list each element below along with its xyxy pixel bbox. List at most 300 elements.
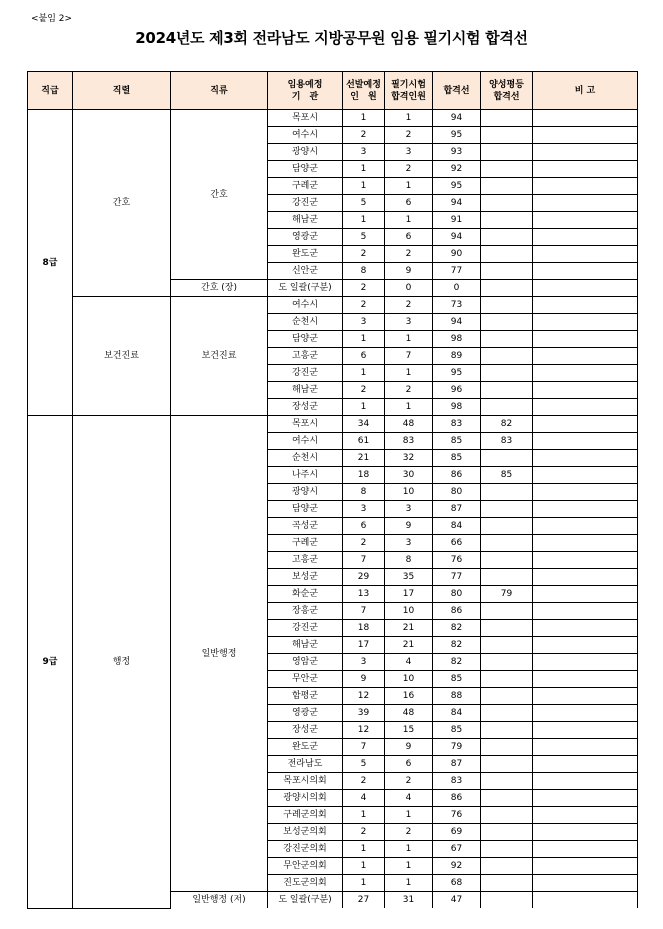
passers-count-cell: 2	[385, 824, 433, 841]
equality-cutoff-cell	[481, 450, 533, 467]
selected-count-cell: 1	[343, 178, 385, 195]
remarks-cell	[533, 501, 638, 518]
equality-cutoff-cell	[481, 246, 533, 263]
remarks-cell	[533, 127, 638, 144]
equality-cutoff-cell	[481, 348, 533, 365]
remarks-cell	[533, 807, 638, 824]
header-passers-line1: 필기시험	[391, 79, 426, 90]
passers-count-cell: 31	[385, 892, 433, 909]
cutoff-score-cell: 91	[433, 212, 481, 229]
passers-count-cell: 1	[385, 841, 433, 858]
series-admin-cell: 행정	[73, 416, 171, 909]
passers-count-cell: 35	[385, 569, 433, 586]
passers-count-cell: 0	[385, 280, 433, 297]
equality-cutoff-cell	[481, 807, 533, 824]
equality-cutoff-cell	[481, 841, 533, 858]
passers-count-cell: 1	[385, 212, 433, 229]
remarks-cell	[533, 110, 638, 127]
agency-cell: 완도군	[268, 739, 343, 756]
attachment-label: <붙임 2>	[31, 14, 73, 24]
passers-count-cell: 2	[385, 127, 433, 144]
agency-cell: 광양시	[268, 144, 343, 161]
agency-cell: 보성군	[268, 569, 343, 586]
header-agency-line2: 기 관	[291, 91, 319, 102]
cutoff-score-cell: 77	[433, 569, 481, 586]
selected-count-cell: 34	[343, 416, 385, 433]
cutoff-score-cell: 69	[433, 824, 481, 841]
remarks-cell	[533, 824, 638, 841]
remarks-cell	[533, 297, 638, 314]
remarks-cell	[533, 280, 638, 297]
equality-cutoff-cell	[481, 501, 533, 518]
passers-count-cell: 16	[385, 688, 433, 705]
agency-cell: 구례군	[268, 178, 343, 195]
remarks-cell	[533, 892, 638, 909]
table-row	[28, 297, 638, 314]
agency-cell: 담양군	[268, 501, 343, 518]
agency-cell: 광양시의회	[268, 790, 343, 807]
passers-count-cell: 15	[385, 722, 433, 739]
passers-count-cell: 2	[385, 382, 433, 399]
equality-cutoff-cell	[481, 297, 533, 314]
remarks-cell	[533, 620, 638, 637]
equality-cutoff-cell	[481, 535, 533, 552]
passers-count-cell: 4	[385, 654, 433, 671]
equality-cutoff-cell	[481, 382, 533, 399]
equality-cutoff-cell	[481, 552, 533, 569]
selected-count-cell: 9	[343, 671, 385, 688]
passers-count-cell: 9	[385, 263, 433, 280]
passers-count-cell: 6	[385, 229, 433, 246]
agency-cell: 강진군	[268, 620, 343, 637]
cutoff-table	[27, 71, 638, 909]
remarks-cell	[533, 382, 638, 399]
selected-count-cell: 1	[343, 110, 385, 127]
equality-cutoff-cell	[481, 705, 533, 722]
series-nursing-cell: 간호	[73, 110, 171, 297]
table-row	[28, 416, 638, 433]
equality-cutoff-cell	[481, 195, 533, 212]
cutoff-score-cell: 89	[433, 348, 481, 365]
table-row	[28, 110, 638, 127]
cutoff-score-cell: 82	[433, 654, 481, 671]
passers-count-cell: 7	[385, 348, 433, 365]
cutoff-score-cell: 85	[433, 433, 481, 450]
remarks-cell	[533, 722, 638, 739]
cutoff-score-cell: 95	[433, 178, 481, 195]
selected-count-cell: 12	[343, 722, 385, 739]
selected-count-cell: 1	[343, 161, 385, 178]
agency-cell: 장성군	[268, 722, 343, 739]
equality-cutoff-cell	[481, 654, 533, 671]
selected-count-cell: 8	[343, 263, 385, 280]
header-passers	[385, 72, 433, 110]
cutoff-score-cell: 83	[433, 416, 481, 433]
remarks-cell	[533, 450, 638, 467]
equality-cutoff-cell: 79	[481, 586, 533, 603]
header-remarks: 비 고	[533, 72, 638, 110]
remarks-cell	[533, 331, 638, 348]
selected-count-cell: 2	[343, 297, 385, 314]
cutoff-score-cell: 73	[433, 297, 481, 314]
cutoff-score-cell: 92	[433, 858, 481, 875]
agency-cell: 화순군	[268, 586, 343, 603]
header-passers-line2: 합격인원	[391, 91, 426, 102]
selected-count-cell: 2	[343, 535, 385, 552]
equality-cutoff-cell	[481, 229, 533, 246]
selected-count-cell: 29	[343, 569, 385, 586]
agency-cell: 여수시	[268, 127, 343, 144]
equality-cutoff-cell	[481, 110, 533, 127]
equality-cutoff-cell	[481, 756, 533, 773]
passers-count-cell: 48	[385, 705, 433, 722]
agency-cell: 여수시	[268, 297, 343, 314]
passers-count-cell: 2	[385, 246, 433, 263]
agency-cell: 나주시	[268, 467, 343, 484]
equality-cutoff-cell	[481, 603, 533, 620]
remarks-cell	[533, 314, 638, 331]
agency-cell: 신안군	[268, 263, 343, 280]
equality-cutoff-cell	[481, 790, 533, 807]
agency-cell: 도 일괄(구분)	[268, 892, 343, 909]
agency-cell: 고흥군	[268, 552, 343, 569]
equality-cutoff-cell	[481, 518, 533, 535]
equality-cutoff-cell	[481, 875, 533, 892]
cutoff-score-cell: 87	[433, 756, 481, 773]
selected-count-cell: 61	[343, 433, 385, 450]
equality-cutoff-cell	[481, 739, 533, 756]
selected-count-cell: 1	[343, 807, 385, 824]
header-level: 직급	[28, 72, 73, 110]
cutoff-score-cell: 86	[433, 603, 481, 620]
remarks-cell	[533, 739, 638, 756]
agency-cell: 장성군	[268, 399, 343, 416]
remarks-cell	[533, 552, 638, 569]
cutoff-score-cell: 67	[433, 841, 481, 858]
selected-count-cell: 2	[343, 246, 385, 263]
cutoff-score-cell: 94	[433, 229, 481, 246]
cutoff-score-cell: 68	[433, 875, 481, 892]
selected-count-cell: 3	[343, 314, 385, 331]
agency-cell: 강진군의회	[268, 841, 343, 858]
passers-count-cell: 21	[385, 620, 433, 637]
passers-count-cell: 1	[385, 110, 433, 127]
equality-cutoff-cell	[481, 773, 533, 790]
agency-cell: 곡성군	[268, 518, 343, 535]
header-equality-line1: 양성평등	[489, 79, 524, 90]
selected-count-cell: 2	[343, 382, 385, 399]
passers-count-cell: 1	[385, 875, 433, 892]
remarks-cell	[533, 229, 638, 246]
cutoff-score-cell: 76	[433, 807, 481, 824]
remarks-cell	[533, 569, 638, 586]
remarks-cell	[533, 773, 638, 790]
selected-count-cell: 2	[343, 773, 385, 790]
remarks-cell	[533, 416, 638, 433]
cutoff-score-cell: 77	[433, 263, 481, 280]
agency-cell: 영광군	[268, 705, 343, 722]
agency-cell: 전라남도	[268, 756, 343, 773]
equality-cutoff-cell	[481, 722, 533, 739]
remarks-cell	[533, 858, 638, 875]
passers-count-cell: 9	[385, 518, 433, 535]
cutoff-score-cell: 94	[433, 110, 481, 127]
passers-count-cell: 83	[385, 433, 433, 450]
header-selected-line2: 인 원	[350, 91, 377, 102]
cutoff-score-cell: 88	[433, 688, 481, 705]
cutoff-score-cell: 76	[433, 552, 481, 569]
cutoff-score-cell: 95	[433, 365, 481, 382]
remarks-cell	[533, 586, 638, 603]
cutoff-score-cell: 82	[433, 637, 481, 654]
header-equality	[481, 72, 533, 110]
header-agency	[268, 72, 343, 110]
passers-count-cell: 1	[385, 178, 433, 195]
remarks-cell	[533, 654, 638, 671]
agency-cell: 목포시	[268, 110, 343, 127]
equality-cutoff-cell: 85	[481, 467, 533, 484]
selected-count-cell: 39	[343, 705, 385, 722]
agency-cell: 담양군	[268, 331, 343, 348]
passers-count-cell: 1	[385, 399, 433, 416]
selected-count-cell: 2	[343, 280, 385, 297]
cutoff-score-cell: 90	[433, 246, 481, 263]
cutoff-score-cell: 87	[433, 501, 481, 518]
equality-cutoff-cell	[481, 314, 533, 331]
passers-count-cell: 1	[385, 331, 433, 348]
selected-count-cell: 12	[343, 688, 385, 705]
cutoff-score-cell: 80	[433, 586, 481, 603]
passers-count-cell: 10	[385, 671, 433, 688]
cutoff-score-cell: 96	[433, 382, 481, 399]
selected-count-cell: 1	[343, 331, 385, 348]
cutoff-score-cell: 85	[433, 450, 481, 467]
equality-cutoff-cell	[481, 178, 533, 195]
passers-count-cell: 3	[385, 501, 433, 518]
equality-cutoff-cell: 83	[481, 433, 533, 450]
type-nursing-disabled-cell: 간호 (장)	[171, 280, 268, 297]
cutoff-score-cell: 94	[433, 314, 481, 331]
cutoff-score-cell: 85	[433, 722, 481, 739]
passers-count-cell: 3	[385, 314, 433, 331]
grade-8-cell: 8급	[28, 110, 73, 416]
equality-cutoff-cell	[481, 824, 533, 841]
cutoff-score-cell: 93	[433, 144, 481, 161]
passers-count-cell: 30	[385, 467, 433, 484]
equality-cutoff-cell	[481, 144, 533, 161]
remarks-cell	[533, 212, 638, 229]
cutoff-score-cell: 94	[433, 195, 481, 212]
agency-cell: 영광군	[268, 229, 343, 246]
remarks-cell	[533, 144, 638, 161]
agency-cell: 여수시	[268, 433, 343, 450]
remarks-cell	[533, 246, 638, 263]
selected-count-cell: 1	[343, 875, 385, 892]
selected-count-cell: 6	[343, 348, 385, 365]
agency-cell: 강진군	[268, 195, 343, 212]
remarks-cell	[533, 195, 638, 212]
selected-count-cell: 2	[343, 127, 385, 144]
remarks-cell	[533, 671, 638, 688]
agency-cell: 완도군	[268, 246, 343, 263]
passers-count-cell: 4	[385, 790, 433, 807]
equality-cutoff-cell	[481, 161, 533, 178]
equality-cutoff-cell	[481, 637, 533, 654]
equality-cutoff-cell	[481, 127, 533, 144]
selected-count-cell: 5	[343, 195, 385, 212]
selected-count-cell: 5	[343, 229, 385, 246]
selected-count-cell: 7	[343, 603, 385, 620]
passers-count-cell: 6	[385, 756, 433, 773]
cutoff-score-cell: 98	[433, 399, 481, 416]
selected-count-cell: 8	[343, 484, 385, 501]
series-health-cell: 보건진료	[73, 297, 171, 416]
agency-cell: 장흥군	[268, 603, 343, 620]
passers-count-cell: 17	[385, 586, 433, 603]
agency-cell: 구례군	[268, 535, 343, 552]
equality-cutoff-cell	[481, 688, 533, 705]
equality-cutoff-cell	[481, 484, 533, 501]
remarks-cell	[533, 688, 638, 705]
grade-9-cell: 9급	[28, 416, 73, 909]
remarks-cell	[533, 841, 638, 858]
remarks-cell	[533, 348, 638, 365]
remarks-cell	[533, 705, 638, 722]
agency-cell: 영암군	[268, 654, 343, 671]
selected-count-cell: 17	[343, 637, 385, 654]
selected-count-cell: 7	[343, 552, 385, 569]
cutoff-score-cell: 47	[433, 892, 481, 909]
selected-count-cell: 7	[343, 739, 385, 756]
cutoff-score-cell: 85	[433, 671, 481, 688]
remarks-cell	[533, 161, 638, 178]
selected-count-cell: 6	[343, 518, 385, 535]
cutoff-score-cell: 86	[433, 790, 481, 807]
equality-cutoff-cell	[481, 620, 533, 637]
cutoff-score-cell: 84	[433, 705, 481, 722]
selected-count-cell: 18	[343, 467, 385, 484]
passers-count-cell: 1	[385, 858, 433, 875]
passers-count-cell: 10	[385, 484, 433, 501]
selected-count-cell: 1	[343, 365, 385, 382]
remarks-cell	[533, 467, 638, 484]
selected-count-cell: 3	[343, 654, 385, 671]
remarks-cell	[533, 790, 638, 807]
remarks-cell	[533, 756, 638, 773]
header-row	[28, 72, 638, 110]
remarks-cell	[533, 875, 638, 892]
type-admin-cell: 일반행정	[171, 416, 268, 892]
passers-count-cell: 2	[385, 773, 433, 790]
cutoff-score-cell: 0	[433, 280, 481, 297]
type-nursing-cell: 간호	[171, 110, 268, 280]
agency-cell: 광양시	[268, 484, 343, 501]
equality-cutoff-cell	[481, 212, 533, 229]
passers-count-cell: 8	[385, 552, 433, 569]
equality-cutoff-cell	[481, 399, 533, 416]
agency-cell: 해남군	[268, 637, 343, 654]
type-admin-low-cell: 일반행정 (저)	[171, 892, 268, 909]
passers-count-cell: 2	[385, 297, 433, 314]
agency-cell: 담양군	[268, 161, 343, 178]
agency-cell: 해남군	[268, 212, 343, 229]
cutoff-score-cell: 83	[433, 773, 481, 790]
passers-count-cell: 2	[385, 161, 433, 178]
selected-count-cell: 1	[343, 841, 385, 858]
agency-cell: 함평군	[268, 688, 343, 705]
selected-count-cell: 18	[343, 620, 385, 637]
header-cutoff: 합격선	[433, 72, 481, 110]
passers-count-cell: 6	[385, 195, 433, 212]
header-equality-line2: 합격선	[493, 91, 520, 102]
selected-count-cell: 27	[343, 892, 385, 909]
cutoff-score-cell: 82	[433, 620, 481, 637]
equality-cutoff-cell	[481, 280, 533, 297]
agency-cell: 보성군의회	[268, 824, 343, 841]
passers-count-cell: 48	[385, 416, 433, 433]
agency-cell: 진도군의회	[268, 875, 343, 892]
passers-count-cell: 3	[385, 535, 433, 552]
selected-count-cell: 5	[343, 756, 385, 773]
agency-cell: 고흥군	[268, 348, 343, 365]
selected-count-cell: 21	[343, 450, 385, 467]
agency-cell: 강진군	[268, 365, 343, 382]
selected-count-cell: 3	[343, 144, 385, 161]
table-body	[28, 110, 638, 909]
header-agency-line1: 임용예정	[287, 79, 323, 90]
passers-count-cell: 21	[385, 637, 433, 654]
agency-cell: 목포시의회	[268, 773, 343, 790]
cutoff-score-cell: 80	[433, 484, 481, 501]
equality-cutoff-cell	[481, 569, 533, 586]
cutoff-score-cell: 95	[433, 127, 481, 144]
remarks-cell	[533, 263, 638, 280]
cutoff-score-cell: 79	[433, 739, 481, 756]
selected-count-cell: 3	[343, 501, 385, 518]
equality-cutoff-cell	[481, 331, 533, 348]
header-selected-line1: 선발예정	[346, 79, 381, 90]
remarks-cell	[533, 399, 638, 416]
remarks-cell	[533, 365, 638, 382]
header-selected	[343, 72, 385, 110]
agency-cell: 순천시	[268, 314, 343, 331]
remarks-cell	[533, 603, 638, 620]
remarks-cell	[533, 637, 638, 654]
remarks-cell	[533, 518, 638, 535]
cutoff-score-cell: 66	[433, 535, 481, 552]
equality-cutoff-cell	[481, 671, 533, 688]
agency-cell: 순천시	[268, 450, 343, 467]
remarks-cell	[533, 535, 638, 552]
selected-count-cell: 1	[343, 399, 385, 416]
agency-cell: 구례군의회	[268, 807, 343, 824]
passers-count-cell: 10	[385, 603, 433, 620]
equality-cutoff-cell	[481, 858, 533, 875]
passers-count-cell: 3	[385, 144, 433, 161]
cutoff-score-cell: 98	[433, 331, 481, 348]
selected-count-cell: 2	[343, 824, 385, 841]
selected-count-cell: 1	[343, 212, 385, 229]
equality-cutoff-cell	[481, 892, 533, 909]
cutoff-score-cell: 86	[433, 467, 481, 484]
header-type: 직류	[171, 72, 268, 110]
selected-count-cell: 4	[343, 790, 385, 807]
remarks-cell	[533, 484, 638, 501]
header-series: 직렬	[73, 72, 171, 110]
passers-count-cell: 1	[385, 807, 433, 824]
equality-cutoff-cell	[481, 263, 533, 280]
agency-cell: 무안군의회	[268, 858, 343, 875]
